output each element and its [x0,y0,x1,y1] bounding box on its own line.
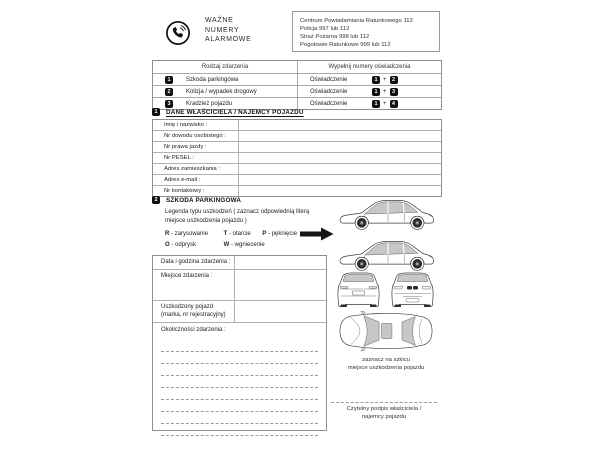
car-side-view-sketch [336,194,437,231]
car-side-view-sketch [336,235,437,272]
row-number-badge: 3 [165,100,173,108]
emergency-number: Centrum Powiadamiania Ratunkowego 112 [300,17,413,24]
damage-legend [165,229,297,251]
table-row [297,85,441,97]
emergency-number: Pogotowie Ratunkowe 999 lub 112 [300,42,391,49]
field-value-cell [234,270,326,300]
field-value-cell [234,301,326,322]
field-label: Nr kontaktowy : [153,185,238,196]
event-type-label: Szkoda parkingowa [186,76,239,83]
plus-sign: + [383,88,387,95]
field-label: Nr dowodu osobistego : [153,130,238,141]
writing-line [161,340,318,352]
sketch-caption: zaznacz na szkicu miejsce uszkodzenia pojazdu [347,357,425,371]
damage-legend-intro [165,208,309,226]
field-value-cell [238,163,441,174]
field-label: Imię i nazwisko : [164,122,208,128]
field-label: Uszkodzony pojazd (marka, nr rejestracyjny) [161,304,226,318]
car-front-view-sketch [388,270,437,309]
legend-item: T - otarcie [223,231,251,237]
legend-intro-line: Legenda typu uszkodzeń ( zaznacz odpowiednią literą [165,209,310,215]
writing-line [161,364,318,376]
table-row [153,269,326,300]
field-value-cell [234,256,326,269]
incident-details-table [152,255,327,431]
table-row [153,300,326,322]
page-title-line: NUMERY [205,26,240,34]
section-title: SZKODA PARKINGOWA [166,196,242,204]
column-header: Wypełnij numery oświadczenia [297,61,441,73]
field-label: Nr PESEL : [153,152,238,163]
section-2-heading [152,196,241,204]
page-title-line: WAŻNE [205,17,234,24]
field-label: Adres e-mail : [153,174,238,185]
page-title-line: ALARMOWE [205,36,252,43]
table-row [153,73,297,85]
statement-label: Oświadczenie [310,100,348,107]
event-type-label: Kolizja / wypadek drogowy [186,88,257,95]
field-label: Nr prawa jazdy : [153,141,238,152]
circumstances-section [153,322,326,430]
writing-line [161,352,318,364]
legend-item: R - zarysowanie [165,231,209,237]
event-type-label: Kradzież pojazdu [186,100,233,107]
legend-item: O - odprysk [165,242,197,248]
car-rear-view-sketch [334,270,383,309]
section-number-badge: 1 [152,108,160,116]
event-type-table [152,60,442,110]
field-label: Okoliczności zdarzenia : [161,327,226,333]
plus-sign: + [383,100,387,107]
emergency-number: Policja 997 lub 112 [300,25,350,32]
legend-item: P - pęknięcie [262,231,298,237]
statement-label: Oświadczenie [310,88,348,95]
table-row [297,97,441,109]
car-top-view-sketch [337,310,435,352]
row-number-badge: 2 [165,88,173,96]
signature-block [328,402,440,421]
statement-number-badge: 1 [372,76,380,84]
statement-label: Oświadczenie [310,76,348,83]
writing-line [161,424,318,436]
table-row [297,73,441,85]
column-header: Rodzaj zdarzenia [201,64,249,70]
legend-row [165,229,297,240]
field-value-cell [238,152,441,163]
legend-intro-line: miejsce uszkodzenia pojazdu ) [165,218,247,224]
section-title: DANE WŁAŚCICIELA / NAJEMCY POJAZDU [166,108,304,116]
table-row [153,256,326,269]
writing-line [161,388,318,400]
emergency-number: Straż Pożarna 998 lub 112 [300,34,370,41]
owner-data-table [152,119,442,197]
page-title [205,16,251,45]
emergency-numbers-box [292,11,440,52]
field-value-cell [238,120,441,130]
writing-line [161,400,318,412]
signature-caption: najemcy pojazdu [361,414,407,420]
phone-icon [165,20,191,46]
field-label: Data i godzina zdarzenia : [161,259,231,265]
row-number-badge: 1 [165,76,173,84]
statement-number-badge: 4 [390,100,398,108]
signature-line [331,402,437,403]
section-1-heading [152,108,304,116]
statement-number-badge: 1 [372,100,380,108]
field-label: Miejsce zdarzenia : [161,273,213,279]
signature-caption: Czytelny podpis właściciela / [346,406,422,412]
plus-sign: + [383,76,387,83]
legend-item: W - wgniecenie [223,242,265,248]
writing-line [161,376,318,388]
writing-line [161,412,318,424]
table-row [153,85,297,97]
arrow-right-icon [300,227,334,241]
writing-lines [161,340,318,436]
field-value-cell [238,130,441,141]
statement-number-badge: 1 [372,88,380,96]
field-value-cell [238,174,441,185]
statement-number-badge: 3 [390,88,398,96]
statement-number-badge: 2 [390,76,398,84]
field-value-cell [238,141,441,152]
section-number-badge: 2 [152,196,160,204]
legend-row [165,240,297,251]
field-label: Adres zamieszkania : [153,163,238,174]
